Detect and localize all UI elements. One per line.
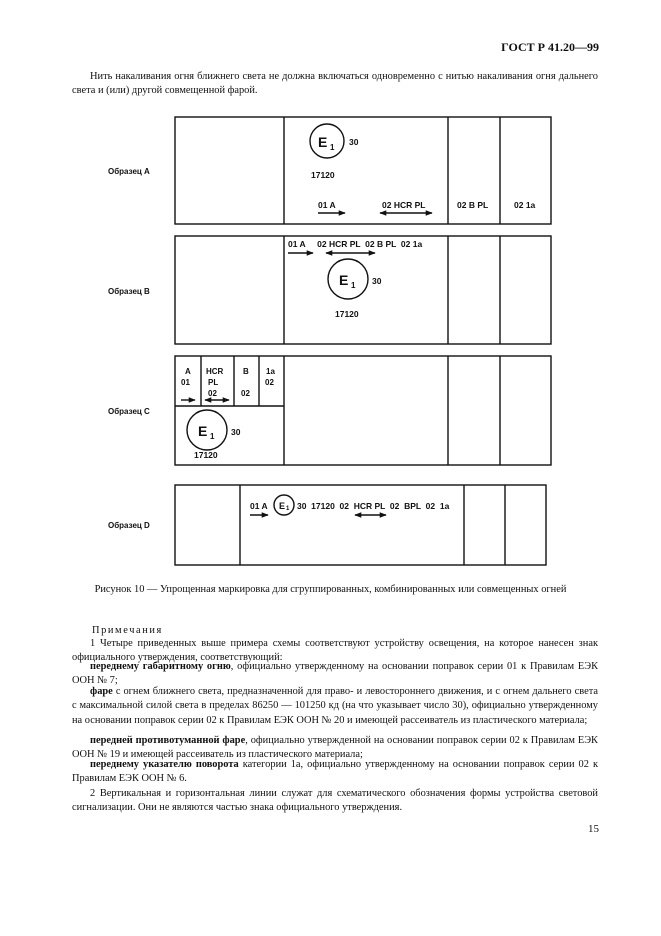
intro-paragraph: Нить накаливания огня ближнего света не должна включаться одновременно с нитью накаливания огня дальнего света и (или) другой совмещенной фарой.	[72, 71, 598, 97]
sample-a-frame	[175, 117, 551, 224]
note-1-item-c-term: передней противотуманной фаре	[90, 735, 246, 746]
note-1-item-d-text: категории 1a, официально утвержденному на основании поправок серии 02 к Правилам ЕЭК ООН № 6.	[72, 759, 599, 785]
sample-c-e-sub: 1	[210, 432, 215, 441]
sample-b-label: Образец В	[108, 287, 150, 296]
sample-c-02c: 02	[265, 378, 274, 387]
sample-a-label: Образец А	[108, 167, 150, 176]
sample-b-e-letter: E	[339, 272, 349, 288]
note-1-item-d-term: переднему указателю поворота	[90, 759, 239, 770]
page-number: 15	[588, 823, 599, 835]
sample-a-e-letter: E	[318, 134, 328, 150]
sample-d-label: Образец D	[108, 521, 150, 530]
sample-c-label: Образец С	[108, 407, 150, 416]
figure-caption: Рисунок 10 — Упрощенная маркировка для сгруппированных, комбинированных или совмещенных огней	[94, 584, 567, 595]
sample-d-frame	[175, 485, 546, 565]
sample-b-frame	[175, 236, 551, 344]
sample-c-02b: 02	[241, 389, 250, 398]
note-1-item-b-text: с огнем ближнего света, предназначенной для право- и левостороннего движения, и с огнем дальнего света с максимальной силой света в пределах 86250 — 101250 кд (на что указывает число 30), официально утвержденному на основании поправок серии 02 к Правилам ЕЭК ООН № 20 и имеющей рассеиватель из пластического материала;	[72, 686, 598, 726]
sample-b-e-sub: 1	[351, 281, 356, 290]
sample-b-mark-line: 01 A 02 HCR PL 02 B PL 02 1a	[288, 239, 423, 249]
note-2: 2 Вертикальная и горизонтальная линии служат для схематического обозначения формы устройства световой сигнализации. Они не являются частью знака официального утверждения.	[72, 788, 598, 814]
sample-d-e-letter: E	[279, 501, 286, 511]
sample-c-01: 01	[181, 378, 190, 387]
note-1-intro: 1 Четыре приведенных выше примера схемы соответствуют устройству освещения, на которое нанесен знак официального утверждения, соответствующий:	[72, 638, 598, 664]
sample-d-mark-rest: 30 17120 02 HCR PL 02 BPL 02 1a	[297, 501, 450, 511]
sample-c-frame	[175, 356, 551, 465]
sample-c-hcr: HCR	[206, 367, 224, 376]
note-1-item-b	[72, 685, 598, 728]
sample-c-1a: 1a	[266, 367, 275, 376]
sample-c-approval-no: 17120	[194, 450, 218, 460]
sample-a-hcrpl: 02 HCR PL	[382, 200, 426, 210]
sample-a-1a: 02 1a	[514, 200, 536, 210]
sample-a-01a: 01 A	[318, 200, 336, 210]
sample-c-b: B	[243, 367, 249, 376]
sample-a-approval-no: 17120	[311, 170, 335, 180]
notes-title: Примечания	[92, 625, 163, 636]
note-1-item-c-text: , официально утвержденной на основании поправок серии 02 к Правилам ЕЭК ООН № 19 и имеющей рассеиватель из пластического материала;	[72, 735, 598, 761]
sample-a-bpl: 02 B PL	[457, 200, 489, 210]
sample-b-30: 30	[372, 276, 382, 286]
sample-b-approval-no: 17120	[335, 309, 359, 319]
note-1-item-b-term: фаре	[90, 686, 113, 697]
note-1-item-d	[72, 758, 598, 787]
sample-c-pl: PL	[208, 378, 219, 387]
standard-header: ГОСТ Р 41.20—99	[501, 40, 599, 54]
note-1-item-a-term: переднему габаритному огню	[90, 661, 231, 672]
sample-a-e-sub: 1	[330, 143, 335, 152]
note-1-item-a-text: , официально утвержденному на основании поправок серии 01 к Правилам ЕЭК ООН № 7;	[72, 661, 598, 687]
sample-c-a: A	[185, 367, 191, 376]
sample-c-e-letter: E	[198, 423, 208, 439]
sample-c-02: 02	[208, 389, 217, 398]
sample-a-30: 30	[349, 137, 359, 147]
sample-c-30: 30	[231, 427, 241, 437]
sample-d-e-sub: 1	[286, 506, 290, 512]
sample-d-01a: 01 A	[250, 501, 268, 511]
